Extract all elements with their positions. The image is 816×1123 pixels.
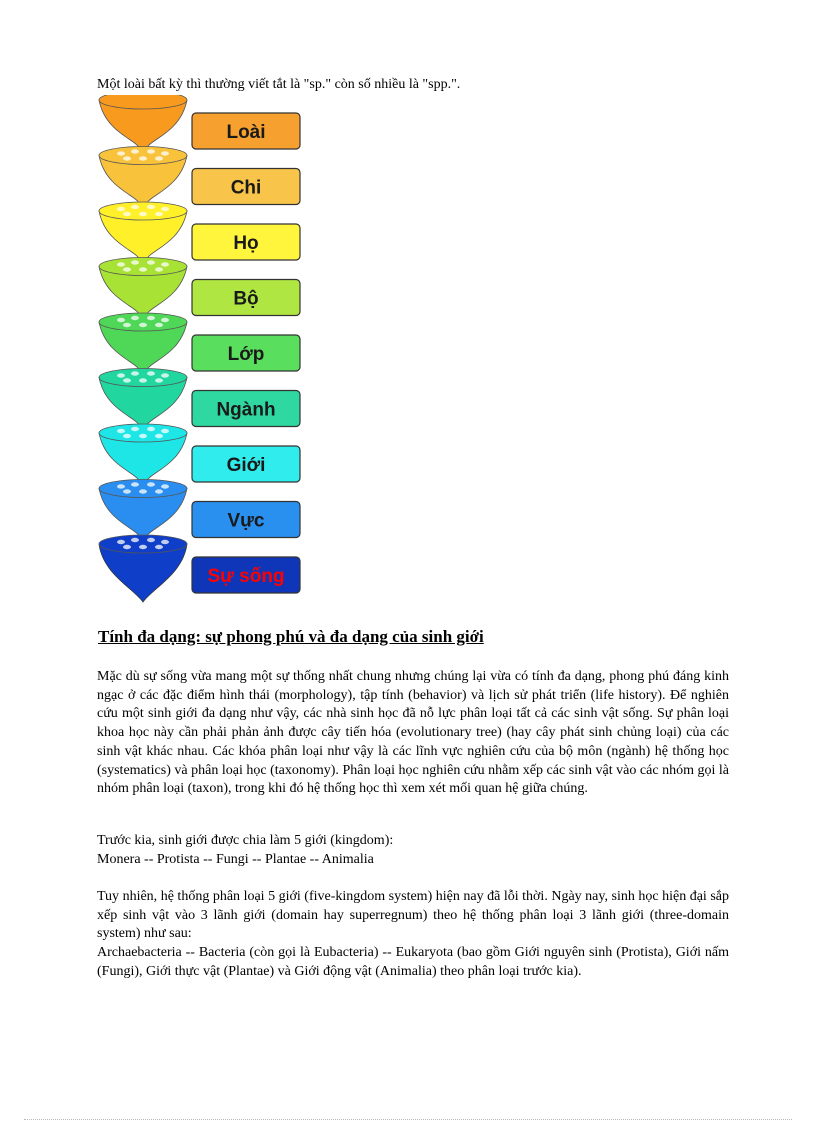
funnel-hole	[147, 482, 155, 486]
paragraph-text: Tuy nhiên, hệ thống phân loại 5 giới (five-kingdom system) hiện nay đã lỗi thời. Ngày nay, sinh học hiện đại sắp xếp sinh vật vào 3 lãnh giới (domain hay superregnum) theo hệ thống phân loại 3 lãnh giới (three-domain system) như sau:	[97, 889, 729, 942]
funnel-hole	[131, 538, 139, 542]
funnel-hole	[131, 316, 139, 320]
funnel-hole	[123, 434, 131, 438]
taxonomy-level	[99, 313, 300, 374]
funnel-hole	[161, 373, 169, 377]
funnel-hole	[147, 149, 155, 153]
domain-list: Archaebacteria -- Bacteria (còn gọi là Eubacteria) -- Eukaryota (bao gồm Giới nguyên sinh (Protista), Giới nấm (Fungi), Giới thực vật (Plantae) và Giới động vật (Animalia) theo phân loại trước kia).	[97, 945, 729, 979]
taxonomy-funnel-diagram	[95, 95, 310, 605]
page-bottom-border	[24, 1119, 792, 1120]
rank-label: Giới	[226, 455, 266, 476]
funnel-hole	[117, 207, 125, 211]
rank-label: Vực	[227, 510, 265, 532]
kingdom-list: Monera -- Protista -- Fungi -- Plantae -- Animalia	[97, 851, 374, 867]
funnel-hole	[131, 260, 139, 264]
funnel-rim	[99, 147, 187, 165]
funnel-hole	[147, 316, 155, 320]
funnel-hole	[123, 545, 131, 549]
paragraph-text: Trước kia, sinh giới được chia làm 5 giới (kingdom):	[97, 833, 394, 848]
taxonomy-level	[99, 147, 300, 208]
funnel-hole	[161, 262, 169, 266]
funnel-hole	[139, 489, 147, 493]
funnel-hole	[155, 489, 163, 493]
funnel-hole	[131, 149, 139, 153]
funnel-hole	[139, 156, 147, 160]
rank-label: Loài	[226, 122, 266, 143]
taxonomy-level	[99, 369, 300, 430]
funnel-hole	[139, 212, 147, 216]
funnel-hole	[155, 267, 163, 271]
funnel-rim	[99, 202, 187, 220]
funnel-hole	[155, 378, 163, 382]
funnel-hole	[139, 267, 147, 271]
paragraph-text: Mặc dù sự sống vừa mang một sự thống nhất chung nhưng chúng lại vừa có tính đa dạng, phong phú đáng kinh ngạc ở các đặc điểm hình thái (morphology), tập tính (behavior) và lịch sử phát triển (life history). Để nghiên cứu một sinh giới đa dạng như vậy, các nhà sinh học đã nỗ lực phân loại tất cả các sinh vật sống. Sự phân loại khoa học này cần phải phản ảnh được cây tiến hóa (evolutionary tree) (hay cây phát sinh chủng loại) của các sinh vật khác nhau. Các khóa phân loại như vậy là các lĩnh vực nghiên cứu của bộ môn (ngành) hệ thống học (systematics) và phân loại học (taxonomy). Phân loại học nghiên cứu nhằm xếp các sinh vật vào các nhóm gọi là nhóm phân loại (taxon), trong khi đó hệ thống học thì xem xét mối quan hệ giữa chúng.	[97, 669, 729, 797]
funnel-hole	[117, 151, 125, 155]
funnel-hole	[161, 151, 169, 155]
funnel-hole	[131, 205, 139, 209]
funnel-hole	[161, 429, 169, 433]
funnel-hole	[161, 484, 169, 488]
funnel-hole	[147, 260, 155, 264]
funnel-hole	[123, 267, 131, 271]
rank-label: Lớp	[227, 344, 265, 365]
funnel-hole	[131, 482, 139, 486]
funnel-rim	[99, 258, 187, 276]
paragraph-three-domains	[97, 888, 729, 982]
funnel-hole	[123, 156, 131, 160]
funnel-hole	[161, 207, 169, 211]
funnel-hole	[139, 378, 147, 382]
funnel-hole	[155, 323, 163, 327]
funnel-hole	[123, 212, 131, 216]
funnel-hole	[123, 489, 131, 493]
funnel-hole	[155, 156, 163, 160]
funnel-rim	[99, 535, 187, 553]
taxonomy-level	[99, 258, 300, 319]
funnel-hole	[155, 434, 163, 438]
intro-text: Một loài bất kỳ thì thường viết tắt là "sp." còn số nhiều là "spp.".	[97, 77, 461, 92]
funnel-hole	[147, 538, 155, 542]
taxonomy-level	[99, 535, 300, 602]
funnel-hole	[155, 212, 163, 216]
funnel-hole	[139, 434, 147, 438]
paragraph-diversity	[97, 668, 729, 799]
funnel-rim	[99, 480, 187, 498]
funnel-rim	[99, 313, 187, 331]
funnel-hole	[139, 323, 147, 327]
rank-label: Sự sống	[207, 566, 285, 587]
funnel-hole	[147, 371, 155, 375]
taxonomy-level	[99, 480, 300, 541]
taxonomy-level	[99, 202, 300, 263]
funnel-hole	[161, 540, 169, 544]
funnel-hole	[117, 429, 125, 433]
funnel-hole	[117, 540, 125, 544]
funnel-hole	[123, 323, 131, 327]
taxonomy-level	[99, 424, 300, 485]
funnel-hole	[147, 427, 155, 431]
section-heading: Tính đa dạng: sự phong phú và đa dạng của sinh giới	[98, 627, 484, 646]
funnel-hole	[155, 545, 163, 549]
funnel-hole	[123, 378, 131, 382]
rank-label: Ngành	[216, 399, 276, 421]
rank-label: Họ	[233, 233, 259, 254]
funnel-hole	[117, 318, 125, 322]
funnel-hole	[117, 484, 125, 488]
rank-label: Chi	[230, 177, 262, 199]
rank-label: Bộ	[233, 288, 259, 310]
funnel-hole	[117, 262, 125, 266]
funnel-hole	[131, 371, 139, 375]
funnel-rim	[99, 369, 187, 387]
funnel-hole	[117, 373, 125, 377]
funnel-hole	[161, 318, 169, 322]
funnel-hole	[147, 205, 155, 209]
funnel-hole	[131, 427, 139, 431]
funnel-hole	[139, 545, 147, 549]
paragraph-five-kingdoms	[97, 832, 729, 869]
taxonomy-level	[99, 95, 300, 152]
funnel-rim	[99, 424, 187, 442]
